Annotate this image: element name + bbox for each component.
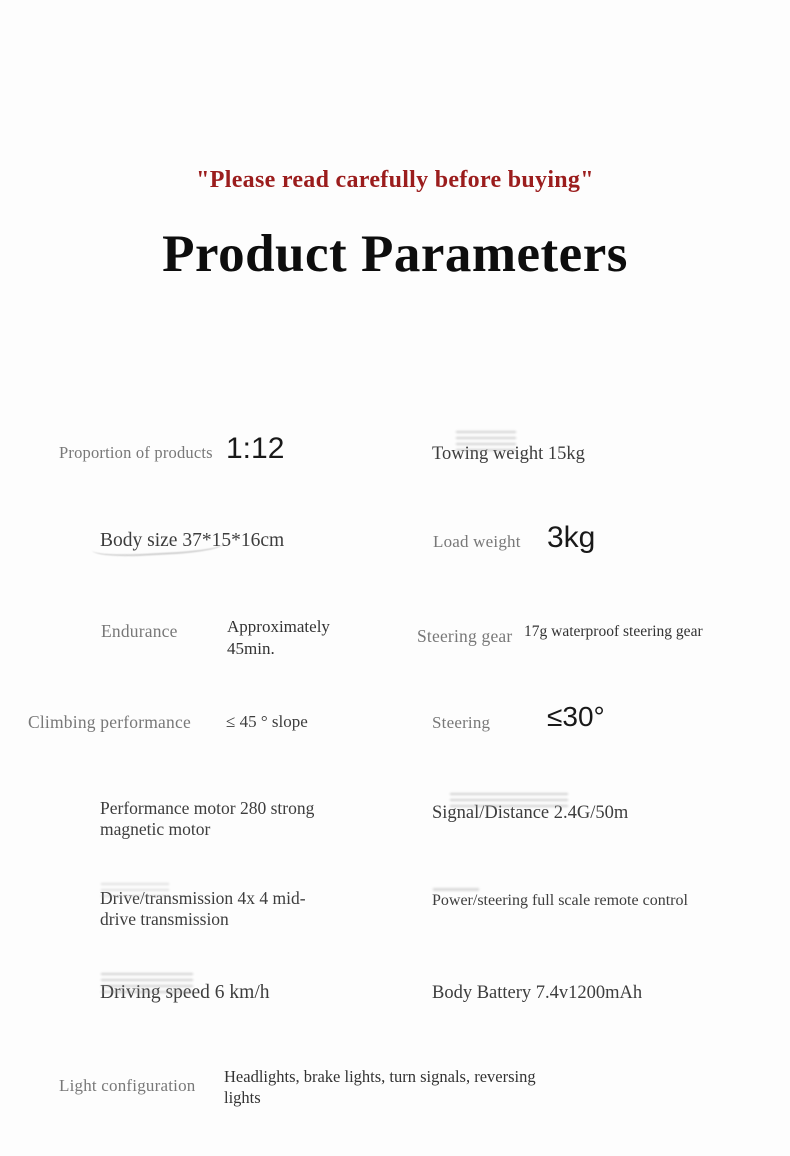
param-label-light-config: Light configuration	[59, 1076, 196, 1095]
buyer-notice: "Please read carefully before buying"	[196, 167, 594, 193]
watermark-artifact	[433, 888, 479, 891]
param-label-steering: Steering	[432, 713, 491, 732]
param-driving-speed: Driving speed 6 km/h	[100, 982, 270, 1003]
param-label-steering-gear: Steering gear	[417, 626, 513, 646]
param-label-proportion: Proportion of products	[59, 443, 213, 462]
param-power-steering: Power/steering full scale remote control	[432, 892, 688, 909]
param-body-size: Body size 37*15*16cm	[100, 530, 285, 551]
param-label-endurance: Endurance	[101, 621, 178, 641]
page-title: Product Parameters	[162, 225, 628, 283]
param-body-battery: Body Battery 7.4v1200mAh	[432, 983, 643, 1003]
param-value-steering: ≤30°	[547, 701, 605, 732]
param-label-climbing: Climbing performance	[28, 712, 191, 732]
param-signal-distance: Signal/Distance 2.4G/50m	[432, 803, 629, 823]
param-value-climbing: ≤ 45 ° slope	[226, 712, 308, 731]
param-value-light-config: Headlights, brake lights, turn signals, reversing lights	[224, 1067, 536, 1107]
watermark-artifact	[101, 883, 169, 898]
param-value-load-weight: 3kg	[547, 521, 596, 554]
param-performance-motor: Performance motor 280 strong magnetic motor	[100, 798, 315, 840]
watermark-artifact	[101, 973, 193, 994]
param-value-steering-gear: 17g waterproof steering gear	[524, 623, 703, 640]
param-value-endurance: Approximately 45min.	[227, 617, 330, 658]
watermark-artifact	[456, 431, 516, 451]
param-label-load-weight: Load weight	[433, 532, 521, 551]
param-towing-weight: Towing weight 15kg	[432, 444, 585, 464]
param-value-proportion: 1:12	[226, 432, 285, 465]
watermark-artifact	[450, 793, 568, 811]
param-drive-transmission: Drive/transmission 4x 4 mid-drive transmission	[100, 888, 306, 930]
